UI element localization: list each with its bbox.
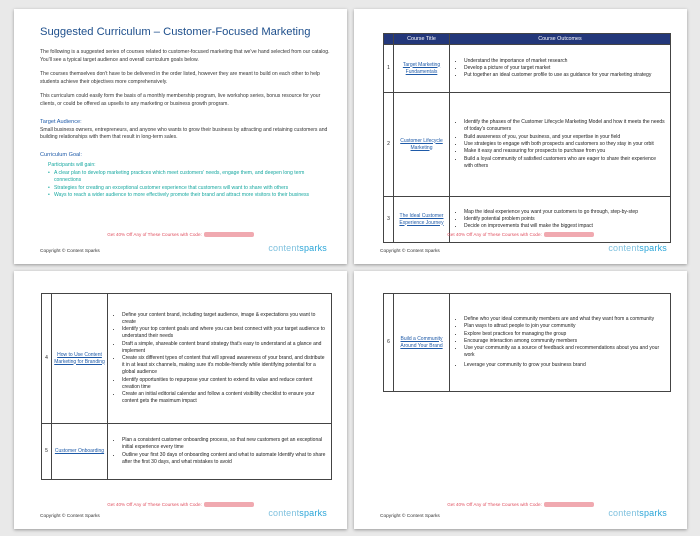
content-sparks-logo xyxy=(268,508,327,518)
logo-accent-text: sparks xyxy=(639,508,667,518)
header-number-cell xyxy=(384,34,394,45)
header-course-outcomes: Course Outcomes xyxy=(450,34,671,45)
outcome-item: • Put together an ideal customer profile to use as guidance for your marketing strategy xyxy=(464,72,666,79)
footer-promo xyxy=(354,232,687,237)
promo-text: Get 40% Off Any of These Courses with Code: xyxy=(107,232,202,237)
footer-copyright: Copyright © Content Sparks xyxy=(380,514,440,519)
outcome-item: • Explore best practices for managing the group xyxy=(464,331,666,338)
intro-paragraph-1 xyxy=(40,49,330,64)
course-number: 1 xyxy=(384,45,394,93)
outcome-item: • Leverage your community to grow your business brand xyxy=(464,362,666,369)
outcome-item: • Create an initial editorial calendar and follow a content visibility checklist to ensure your content gets the maximum impact xyxy=(122,391,327,405)
document-page-1 xyxy=(14,9,347,264)
logo-text: content xyxy=(608,508,640,518)
content-sparks-logo xyxy=(268,243,327,253)
content-sparks-logo xyxy=(608,508,667,518)
course-outcomes xyxy=(450,294,671,392)
course-title-link[interactable]: Target Marketing Fundamentals xyxy=(394,45,450,93)
logo-accent-text: sparks xyxy=(299,508,327,518)
course-title-link[interactable]: The Ideal Customer Experience Journey xyxy=(394,197,450,243)
outcome-item: • Build a loyal community of satisfied customers who are eager to share their experience with others xyxy=(464,156,666,170)
course-number: 4 xyxy=(42,294,52,424)
goal-item: • A clear plan to develop marketing practices which meet customers' needs, engage them, and deepen long term connections xyxy=(48,170,330,185)
outcome-item: • Define who your ideal community members are and what they want from a community xyxy=(464,316,666,323)
course-outcomes xyxy=(108,294,332,424)
outcome-item: • Draft a simple, shareable content brand strategy that's easy to understand at a glance and implement xyxy=(122,341,327,355)
course-outcomes xyxy=(450,93,671,197)
course-number: 6 xyxy=(384,294,394,392)
curriculum-goal-section xyxy=(40,152,330,160)
promo-text: Get 40% Off Any of These Courses with Code: xyxy=(447,232,542,237)
logo-text: content xyxy=(268,243,300,253)
outcome-item: • Create six different types of content that will spread awareness of your brand, and distribute it in at least six channels, making sure it's mobile-friendly while identifying potential for a global audience xyxy=(122,355,327,376)
target-audience-text: Small business owners, entrepreneurs, and anyone who wants to grow their business by attracting and retaining customers and building relationships with them that result in long-term sales. xyxy=(40,126,328,141)
course-title-link[interactable]: Build a Community Around Your Brand xyxy=(394,294,450,392)
outcome-item: • Understand the importance of market research xyxy=(464,58,666,65)
content-sparks-logo xyxy=(608,243,667,253)
course-title-link[interactable]: Customer Onboarding xyxy=(52,424,108,480)
document-page-4 xyxy=(354,271,687,529)
outcome-item: • Identify opportunities to repurpose your content to extend its value and reduce content creation time xyxy=(122,377,327,391)
goal-item: • Strategies for creating an exceptional customer experience that customers will want to share with others xyxy=(48,185,330,193)
outcome-item: • Build awareness of you, your business, and your expertise in your field xyxy=(464,134,666,141)
outcome-item: • Plan a consistent customer onboarding process, so that new customers get an exceptional initial experience every time xyxy=(122,437,327,451)
outcome-item: • Plan ways to attract people to join your community xyxy=(464,323,666,330)
footer-copyright: Copyright © Content Sparks xyxy=(380,249,440,254)
goal-item: • Ways to reach a wider audience to more effectively promote their brand and attract more visitors to their business xyxy=(48,192,330,200)
curriculum-table xyxy=(41,293,332,480)
intro-text-2: The courses themselves don't have to be delivered in the order listed, however they are meant to build on each other to help students achieve their objectives more comprehensively. xyxy=(40,71,320,85)
table-row xyxy=(384,93,671,197)
goal-list xyxy=(48,170,330,200)
outcome-item: • Decide on improvements that will make the biggest impact xyxy=(464,223,666,230)
course-number: 5 xyxy=(42,424,52,480)
intro-text-3: This curriculum could easily form the basis of a monthly membership program, live workshop series, bonus resource for your clients, or could be offered as upsells to any marketing or business growth program. xyxy=(40,93,321,107)
curriculum-table xyxy=(383,33,671,243)
footer-promo xyxy=(14,502,347,507)
course-title-link[interactable]: Customer Lifecycle Marketing xyxy=(394,93,450,197)
outcome-item: • Identify your top content goals and where you can best connect with your target audience to understand their needs xyxy=(122,326,327,340)
outcome-item: • Outline your first 30 days of onboarding content and what to automate Identify what to share after the first 30 days, and what mistakes to avoid xyxy=(122,452,327,466)
table-row xyxy=(384,294,671,392)
header-course-title: Course Title xyxy=(394,34,450,45)
promo-text: Get 40% Off Any of These Courses with Code: xyxy=(447,502,542,507)
logo-accent-text: sparks xyxy=(299,243,327,253)
outcome-item: • Use your community as a source of feedback and recommendations about you and your work xyxy=(464,345,666,359)
logo-accent-text: sparks xyxy=(639,243,667,253)
document-page-2 xyxy=(354,9,687,264)
course-title-link[interactable]: How to Use Content Marketing for Branding xyxy=(52,294,108,424)
intro-paragraph-2 xyxy=(40,71,330,86)
target-audience-section xyxy=(40,119,330,142)
table-row xyxy=(384,45,671,93)
course-outcomes xyxy=(450,45,671,93)
table-row xyxy=(42,424,332,480)
outcome-item: • Use strategies to engage with both prospects and customers so they stay in your orbit xyxy=(464,141,666,148)
curriculum-table xyxy=(383,293,671,392)
footer-promo xyxy=(354,502,687,507)
footer-copyright: Copyright © Content Sparks xyxy=(40,249,100,254)
logo-text: content xyxy=(608,243,640,253)
outcome-item: • Define your content brand, including target audience, image & expectations you want to create xyxy=(122,312,327,326)
course-number: 2 xyxy=(384,93,394,197)
redacted-code xyxy=(204,232,254,237)
page-title: Suggested Curriculum – Customer-Focused Marketing xyxy=(40,26,311,38)
outcome-item: • Develop a picture of your target market xyxy=(464,65,666,72)
outcome-item: • Encourage interaction among community members xyxy=(464,338,666,345)
intro-paragraph-3 xyxy=(40,93,330,108)
outcome-item: • Identify the phases of the Customer Lifecycle Marketing Model and how it meets the needs of today's consumers xyxy=(464,119,666,133)
outcome-item: • Map the ideal experience you want your customers to go through, step-by-step xyxy=(464,209,666,216)
intro-text-1: The following is a suggested series of courses related to customer-focused marketing that we've hand selected from our catalog. You'll see a typical target audience and overall curriculum goals below. xyxy=(40,49,330,63)
redacted-code xyxy=(204,502,254,507)
promo-text: Get 40% Off Any of These Courses with Code: xyxy=(107,502,202,507)
outcome-item: • Make it easy and reassuring for prospects to purchase from you xyxy=(464,148,666,155)
footer-promo xyxy=(14,232,347,237)
curriculum-goal-heading: Curriculum Goal: xyxy=(40,152,82,158)
redacted-code xyxy=(544,502,594,507)
logo-text: content xyxy=(268,508,300,518)
redacted-code xyxy=(544,232,594,237)
course-outcomes xyxy=(108,424,332,480)
table-row xyxy=(42,294,332,424)
document-page-3 xyxy=(14,271,347,529)
course-number: 3 xyxy=(384,197,394,243)
goal-lead-text: Participants will gain: xyxy=(48,162,96,168)
table-header-row xyxy=(384,34,671,45)
outcome-item: • Identify potential problem points xyxy=(464,216,666,223)
curriculum-goals xyxy=(48,162,330,200)
footer-copyright: Copyright © Content Sparks xyxy=(40,514,100,519)
target-audience-heading: Target Audience: xyxy=(40,119,82,125)
